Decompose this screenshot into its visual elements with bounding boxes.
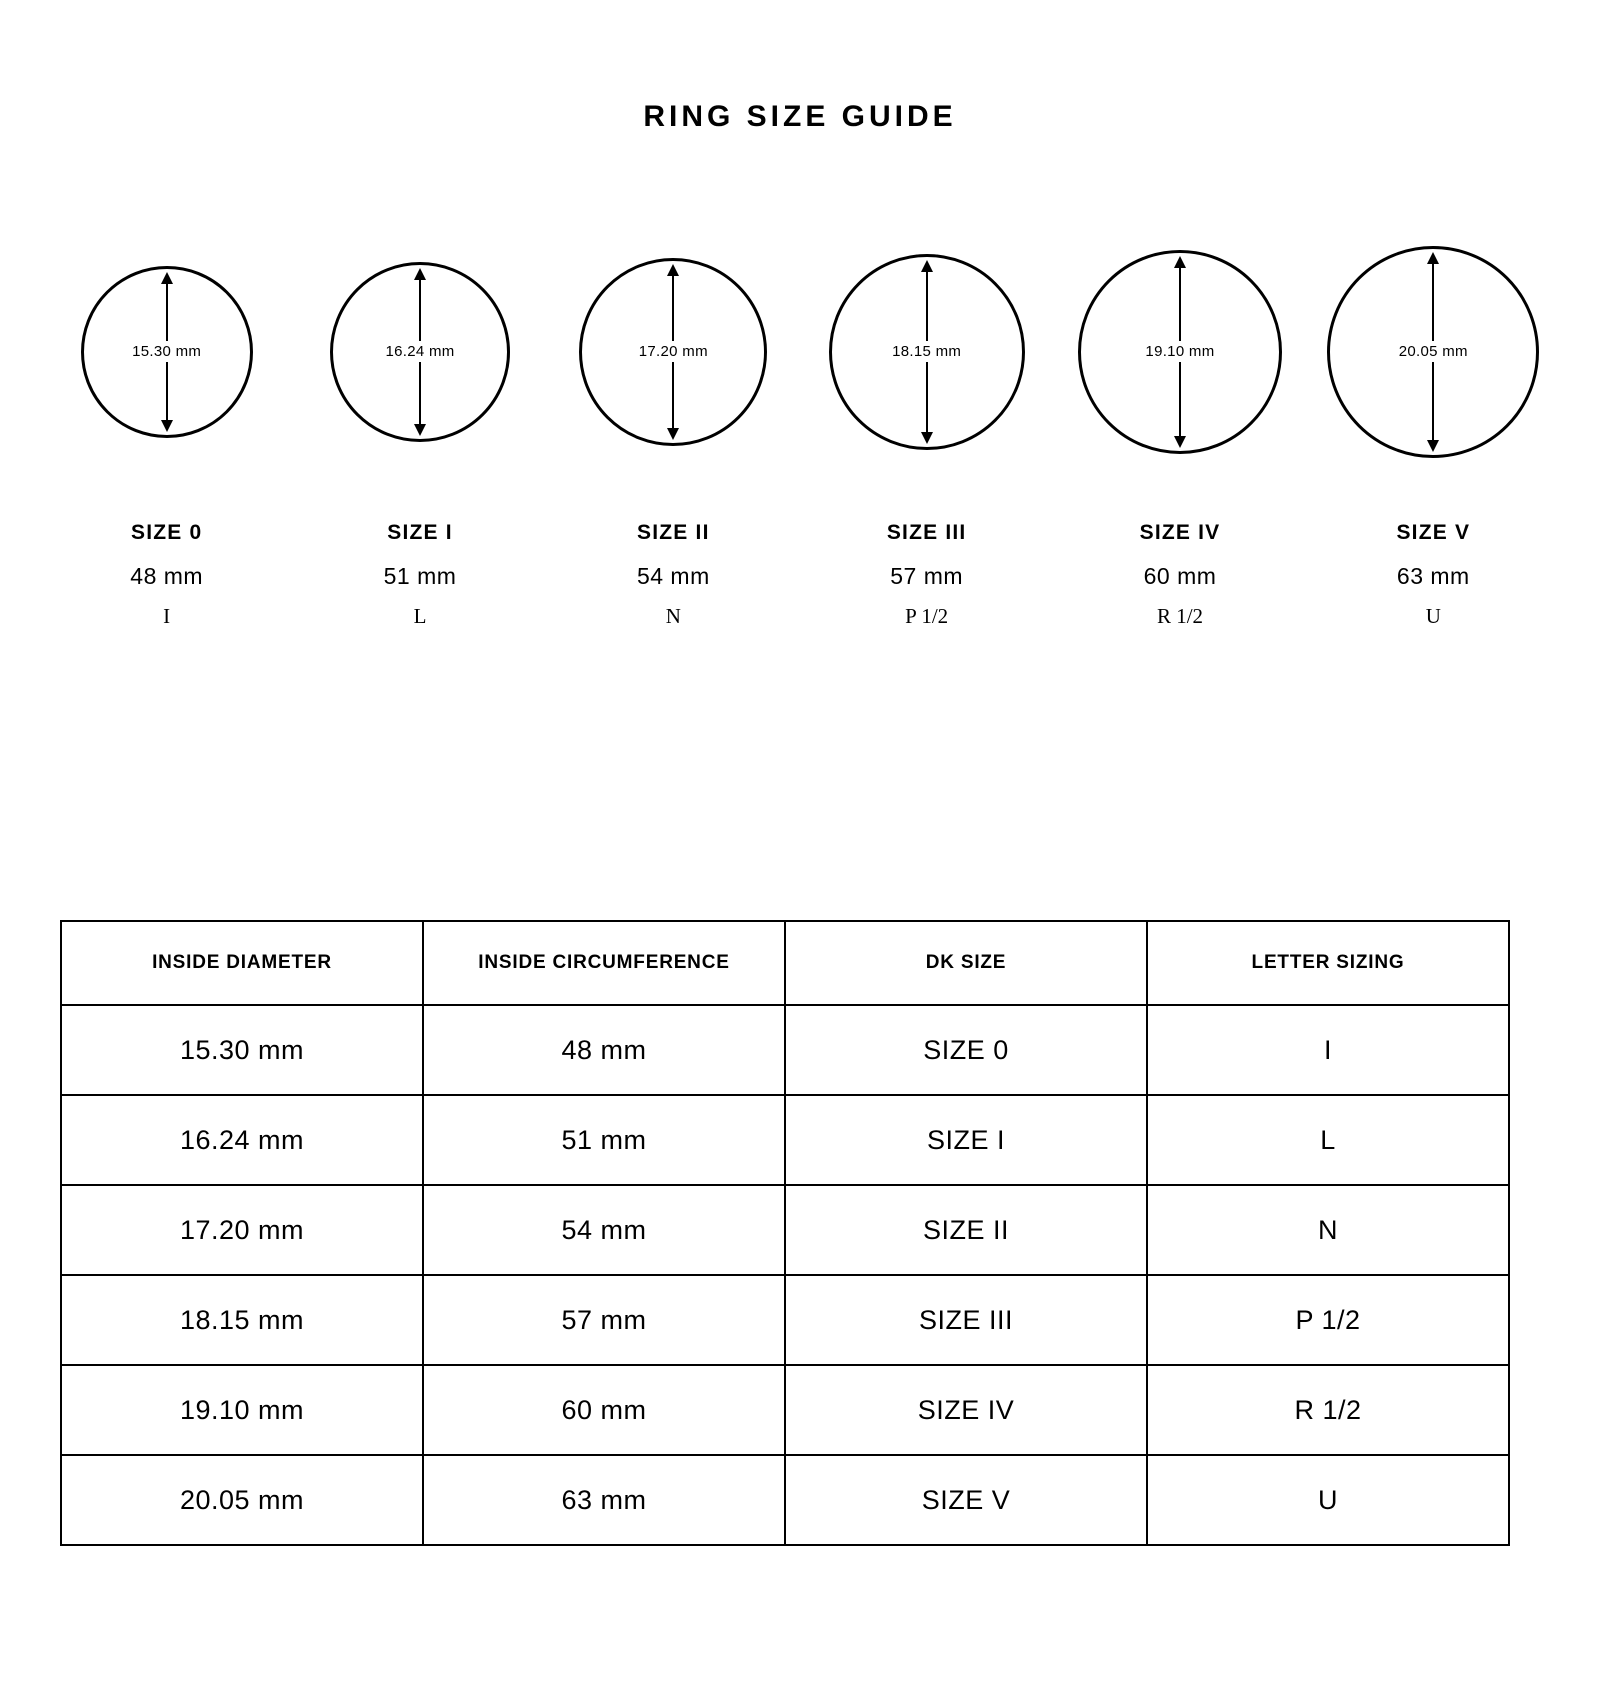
ring-diameter-label: 17.20 mm [635, 341, 712, 362]
ring-circle [1078, 250, 1282, 454]
column-header-inside-circumference: INSIDE CIRCUMFERENCE [423, 921, 785, 1005]
ring-diameter-label: 15.30 mm [128, 341, 205, 362]
ring-circumference: 51 mm [383, 563, 457, 589]
ring-circumference: 54 mm [636, 563, 710, 589]
column-header-inside-diameter: INSIDE DIAMETER [61, 921, 423, 1005]
table-row [61, 1005, 1509, 1095]
cell-inside-diameter: 17.20 mm [61, 1185, 423, 1275]
ring-column [40, 244, 293, 629]
table-row [61, 1455, 1509, 1545]
ring-letter-size: N [665, 604, 681, 628]
cell-inside-circumference: 48 mm [423, 1005, 785, 1095]
ring-circumference: 60 mm [1143, 563, 1217, 589]
ring-circle [1327, 246, 1539, 458]
ring-column [1053, 244, 1306, 629]
cell-inside-circumference: 63 mm [423, 1455, 785, 1545]
ring-circle-wrap [579, 244, 767, 459]
ring-size-name: SIZE I [387, 521, 453, 544]
cell-inside-diameter: 20.05 mm [61, 1455, 423, 1545]
ring-size-guide-page [0, 100, 1600, 1700]
cell-inside-diameter: 19.10 mm [61, 1365, 423, 1455]
ring-letter-size: L [413, 604, 427, 628]
ring-size-name: SIZE V [1396, 521, 1471, 544]
ring-circumference: 57 mm [890, 563, 964, 589]
ring-size-name: SIZE IV [1139, 521, 1221, 544]
ring-diameter-label: 19.10 mm [1141, 341, 1218, 362]
cell-inside-diameter: 18.15 mm [61, 1275, 423, 1365]
table-row [61, 1275, 1509, 1365]
ring-size-name: SIZE III [886, 521, 967, 544]
cell-letter-sizing: N [1147, 1185, 1509, 1275]
ring-diameter-label: 18.15 mm [888, 341, 965, 362]
ring-size-name: SIZE II [637, 521, 710, 544]
cell-letter-sizing: U [1147, 1455, 1509, 1545]
cell-dk-size: SIZE IV [785, 1365, 1147, 1455]
ring-column [1307, 244, 1560, 629]
ring-size-name: SIZE 0 [130, 521, 203, 544]
column-header-letter-sizing: LETTER SIZING [1147, 921, 1509, 1005]
cell-dk-size: SIZE III [785, 1275, 1147, 1365]
ring-circumference: 48 mm [130, 563, 204, 589]
ring-circle-wrap [829, 244, 1025, 459]
ring-circle [579, 258, 767, 446]
cell-dk-size: SIZE II [785, 1185, 1147, 1275]
size-table [60, 920, 1510, 1546]
ring-circle-wrap [81, 244, 253, 459]
cell-letter-sizing: I [1147, 1005, 1509, 1095]
table-header-row [61, 921, 1509, 1005]
ring-circle [829, 254, 1025, 450]
cell-inside-circumference: 54 mm [423, 1185, 785, 1275]
cell-inside-diameter: 16.24 mm [61, 1095, 423, 1185]
cell-dk-size: SIZE 0 [785, 1005, 1147, 1095]
cell-inside-diameter: 15.30 mm [61, 1005, 423, 1095]
ring-diameter-label: 20.05 mm [1395, 341, 1472, 362]
ring-letter-size: I [163, 604, 171, 628]
page-title: RING SIZE GUIDE [643, 100, 957, 133]
cell-dk-size: SIZE V [785, 1455, 1147, 1545]
ring-column [547, 244, 800, 629]
cell-letter-sizing: R 1/2 [1147, 1365, 1509, 1455]
ring-circle-wrap [1078, 244, 1282, 459]
ring-circle [81, 266, 253, 438]
ring-letter-size: P 1/2 [905, 604, 949, 628]
column-header-dk-size: DK SIZE [785, 921, 1147, 1005]
table-head [61, 921, 1509, 1005]
cell-inside-circumference: 60 mm [423, 1365, 785, 1455]
ring-diagram-row [0, 244, 1600, 629]
cell-inside-circumference: 51 mm [423, 1095, 785, 1185]
ring-letter-size: R 1/2 [1156, 604, 1204, 628]
table-row [61, 1095, 1509, 1185]
ring-column [293, 244, 546, 629]
ring-column [800, 244, 1053, 629]
cell-letter-sizing: L [1147, 1095, 1509, 1185]
size-table-wrapper [60, 920, 1510, 1546]
ring-diameter-label: 16.24 mm [381, 341, 458, 362]
table-body [61, 1005, 1509, 1545]
ring-circumference: 63 mm [1396, 563, 1470, 589]
table-row [61, 1185, 1509, 1275]
ring-letter-size: U [1425, 604, 1441, 628]
cell-inside-circumference: 57 mm [423, 1275, 785, 1365]
ring-circle [330, 262, 510, 442]
cell-dk-size: SIZE I [785, 1095, 1147, 1185]
ring-circle-wrap [330, 244, 510, 459]
ring-circle-wrap [1327, 244, 1539, 459]
table-row [61, 1365, 1509, 1455]
cell-letter-sizing: P 1/2 [1147, 1275, 1509, 1365]
